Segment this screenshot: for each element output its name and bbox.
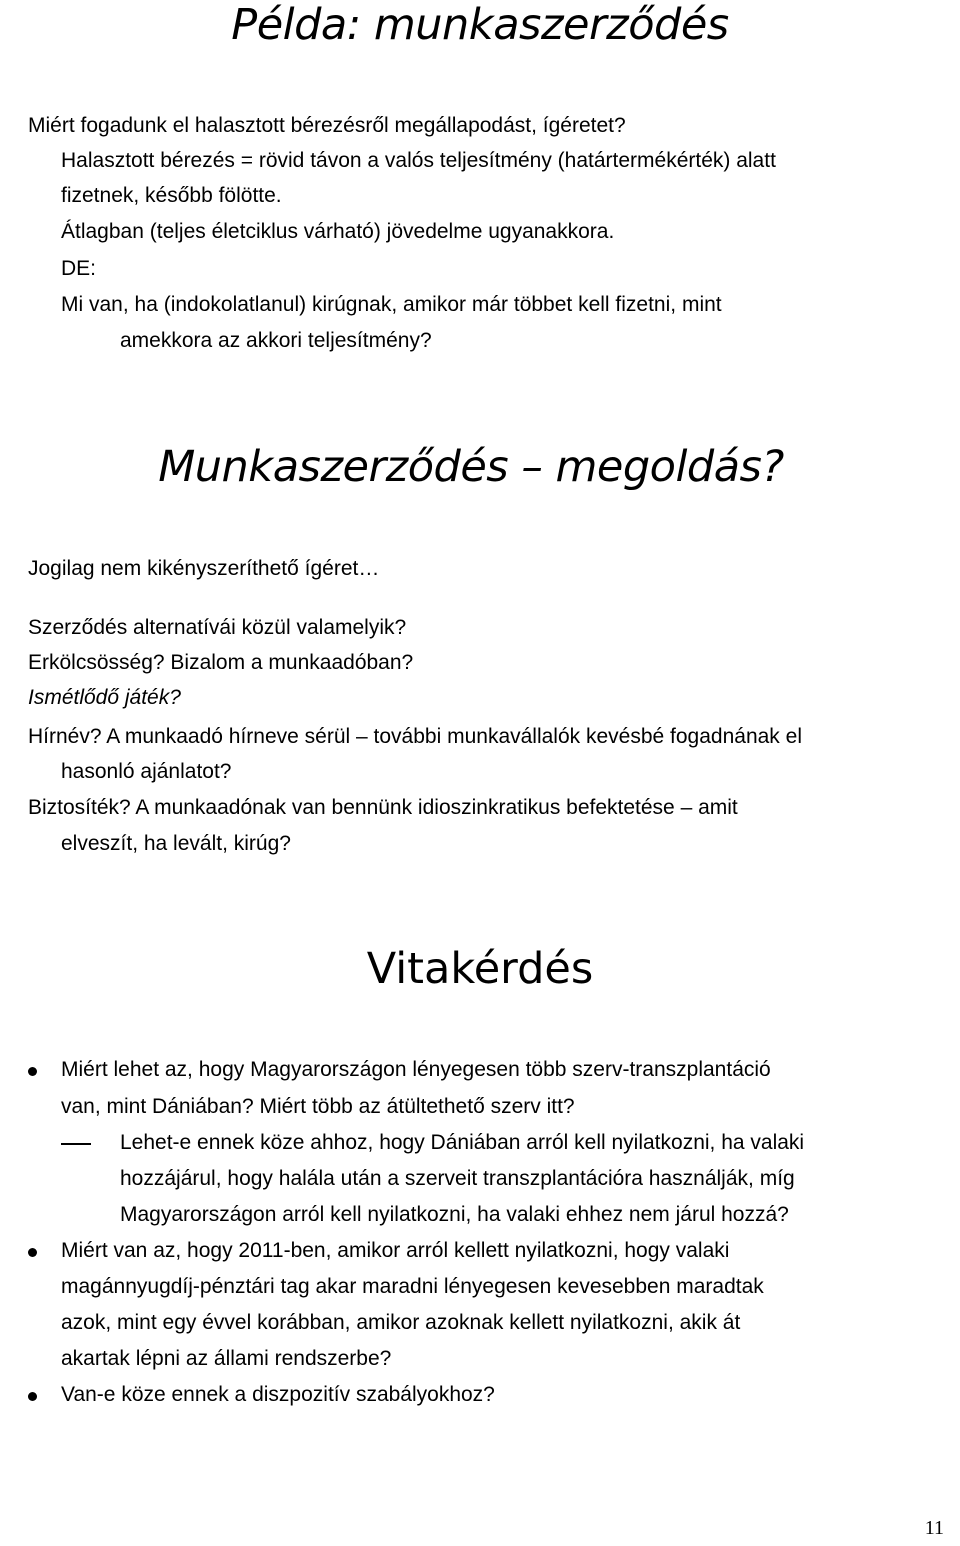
text-line: fizetnek, később fölötte. [61, 184, 282, 207]
section-title-debate: Vitakérdés [366, 944, 594, 994]
bullet-icon [28, 1392, 37, 1401]
bullet-text-line: akartak lépni az állami rendszerbe? [61, 1347, 392, 1370]
text-line: Miért fogadunk el halasztott bérezésről megállapodást, ígéretet? [28, 114, 626, 137]
bullet-text-line: Van-e köze ennek a diszpozitív szabályokhoz? [61, 1383, 495, 1406]
sub-bullet-text-line: Lehet-e ennek köze ahhoz, hogy Dániában arról kell nyilatkozni, ha valaki [120, 1131, 805, 1154]
text-line: Erkölcsösség? Bizalom a munkaadóban? [28, 651, 414, 674]
page-number: 11 [924, 1517, 944, 1539]
bullet-text-line: magánnyugdíj-pénztári tag akar maradni lényegesen kevesebben maradtak [61, 1275, 764, 1298]
text-line: Hírnév? A munkaadó hírneve sérül – további munkavállalók kevésbé fogadnának el [28, 725, 802, 748]
text-line: Ismétlődő játék? [28, 686, 181, 709]
text-line: Mi van, ha (indokolatlanul) kirúgnak, amikor már többet kell fizetni, mint [61, 293, 722, 316]
text-line: DE: [61, 257, 97, 280]
text-line: Jogilag nem kikényszeríthető ígéret… [28, 557, 380, 580]
text-line: Átlagban (teljes életciklus várható) jövedelme ugyanakkora. [61, 220, 615, 243]
bullet-text-line: van, mint Dániában? Miért több az átültethető szerv itt? [61, 1095, 575, 1118]
bullet-text-line: Miért van az, hogy 2011-ben, amikor arról kellett nyilatkozni, hogy valaki [61, 1239, 730, 1262]
bullet-icon [28, 1248, 37, 1257]
text-line: elveszít, ha levált, kirúg? [61, 832, 291, 855]
text-line: amekkora az akkori teljesítmény? [120, 329, 432, 352]
bullet-text-line: Miért lehet az, hogy Magyarországon lényegesen több szerv-transzplantáció [61, 1058, 771, 1081]
sub-bullet-text-line: Magyarországon arról kell nyilatkozni, ha valaki ehhez nem járul hozzá? [120, 1203, 789, 1226]
section-title-example: Példa: munkaszerződés [231, 0, 729, 50]
text-line: Szerződés alternatívái közül valamelyik? [28, 616, 407, 639]
text-line: hasonló ajánlatot? [61, 760, 232, 783]
text-line: Halasztott bérezés = rövid távon a valós teljesítmény (határtermékérték) alatt [61, 149, 776, 172]
bullet-text-line: azok, mint egy évvel korábban, amikor azoknak kellett nyilatkozni, akik át [61, 1311, 741, 1334]
bullet-icon [28, 1067, 37, 1076]
text-line: Biztosíték? A munkaadónak van bennünk idioszinkratikus befektetése – amit [28, 796, 738, 819]
dash-icon [61, 1143, 91, 1145]
section-title-solution: Munkaszerződés – megoldás? [158, 442, 784, 492]
sub-bullet-text-line: hozzájárul, hogy halála után a szerveit transzplantációra használják, míg [120, 1167, 795, 1190]
